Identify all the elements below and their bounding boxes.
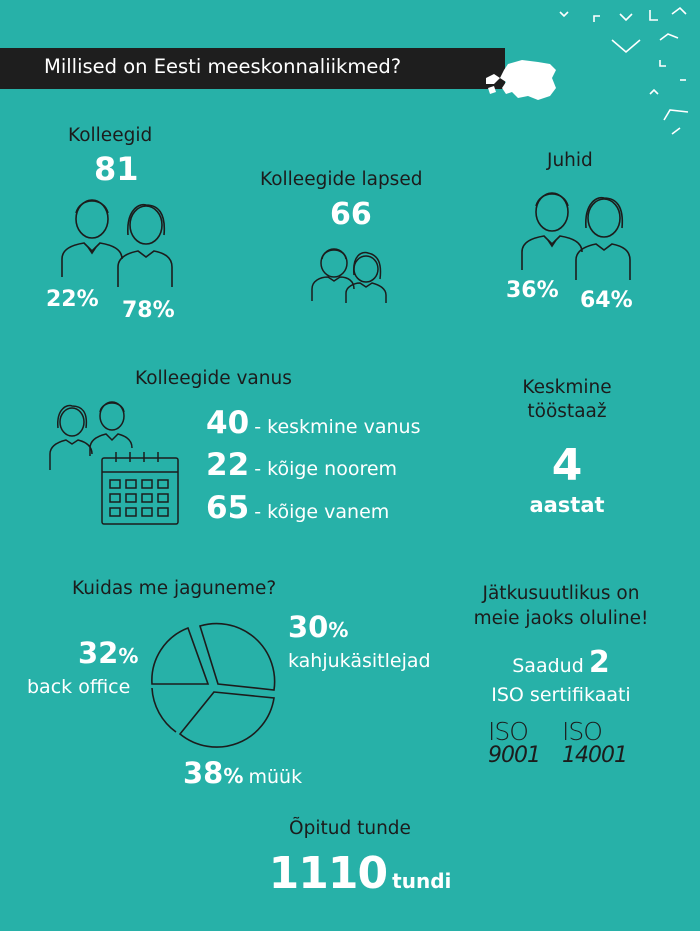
tenure-heading-line1: Keskmine [522, 377, 612, 398]
split-claims-value: 30 [288, 610, 329, 644]
split-claims-label: kahjukäsitlejad [288, 650, 431, 672]
tenure-heading-line2: tööstaaž [527, 401, 607, 422]
learning-unit: tundi [392, 869, 452, 893]
split-back-office-value: 32 [78, 636, 119, 670]
sustainability-cert-label: ISO sertifikaati [491, 684, 631, 706]
iso-9001-name: ISO [488, 717, 528, 746]
split-sales-value: 38 [183, 756, 224, 790]
age-youngest-label: - kõige noorem [254, 458, 398, 480]
age-oldest-label: - kõige vanem [254, 501, 390, 523]
sustainability-received-count: 2 [588, 645, 610, 680]
managers-heading: Juhid [547, 150, 593, 171]
sustainability-heading-line1: Jätkusuutlikus on [482, 583, 640, 604]
calendar-people-icon [44, 400, 184, 530]
iso-9001-logo [488, 717, 540, 768]
colleagues-count: 81 [94, 150, 139, 188]
learning-heading: Õpitud tunde [289, 818, 411, 839]
split-sales [183, 756, 302, 790]
estonia-map-icon [480, 56, 560, 106]
age-row-youngest [206, 447, 397, 483]
iso-14001-number: 14001 [562, 743, 627, 768]
split-sales-suffix: % [223, 764, 244, 788]
split-back-office-suffix: % [118, 644, 139, 668]
colleagues-heading: Kolleegid [68, 125, 153, 146]
age-heading: Kolleegide vanus [135, 368, 292, 389]
split-claims [288, 610, 348, 644]
managers-people-icon [518, 188, 638, 283]
age-row-oldest [206, 490, 389, 526]
split-back-office [78, 636, 138, 670]
split-sales-label: müük [248, 766, 303, 788]
colleagues-people-icon [58, 195, 178, 290]
pie-slice-claims [200, 624, 275, 690]
tenure-unit: aastat [529, 493, 605, 517]
managers-men-pct: 36% [506, 278, 559, 303]
split-claims-suffix: % [328, 618, 349, 642]
children-heading: Kolleegide lapsed [260, 169, 423, 190]
sustainability-received-label: Saadud [512, 655, 584, 677]
tenure-value: 4 [551, 440, 583, 491]
age-average-value: 40 [206, 405, 250, 441]
age-row-average [206, 405, 420, 441]
managers-women-pct: 64% [580, 288, 633, 313]
colleagues-men-pct: 22% [46, 287, 99, 312]
pie-slice-sales [180, 692, 274, 747]
page-title: Millised on Eesti meeskonnaliikmed? [44, 55, 402, 78]
age-average-label: - keskmine vanus [254, 416, 421, 438]
children-icon [310, 245, 390, 305]
sustainability-received [466, 645, 656, 680]
learning-value: 1110 [268, 848, 388, 899]
colleagues-women-pct: 78% [122, 298, 175, 323]
iso-14001-logo [562, 717, 627, 768]
split-heading: Kuidas me jaguneme? [72, 578, 277, 599]
age-youngest-value: 22 [206, 447, 250, 483]
pie-slice-back-office [152, 628, 208, 684]
age-oldest-value: 65 [206, 490, 250, 526]
split-pie-chart [150, 620, 280, 750]
iso-9001-number: 9001 [488, 743, 540, 768]
sustainability-heading-line2: meie jaoks oluline! [473, 608, 649, 629]
learning-hours [230, 848, 490, 899]
children-count: 66 [330, 197, 372, 232]
split-back-office-label: back office [27, 676, 131, 698]
iso-14001-name: ISO [562, 717, 602, 746]
